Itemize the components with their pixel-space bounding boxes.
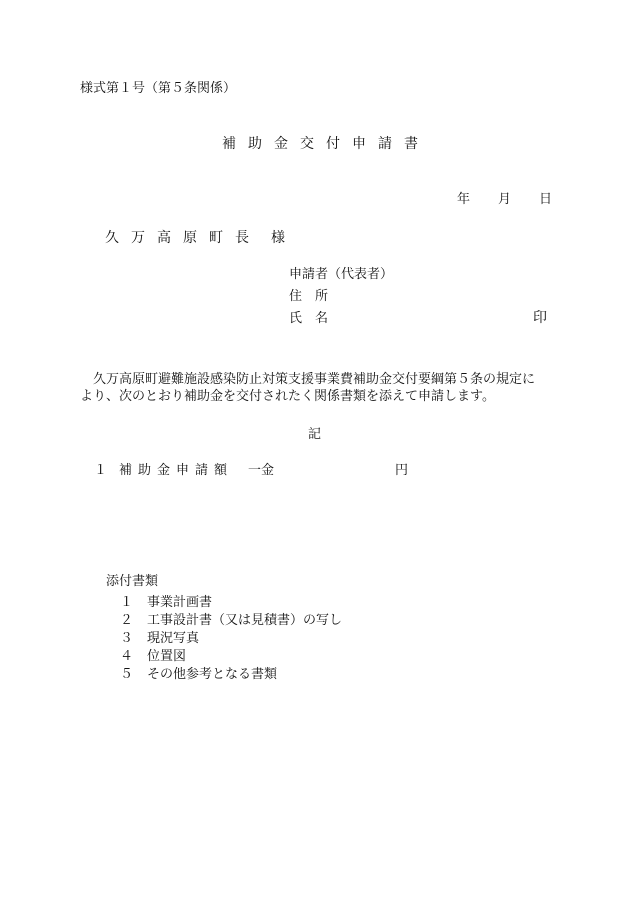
applicant-address-label: 住 所	[289, 289, 329, 304]
item-1-prefix: 一金	[248, 463, 275, 478]
attachment-number: ４	[120, 649, 134, 664]
body-line-2: より、次のとおり補助金を交付されたく関係書類を添えて申請します。	[80, 389, 495, 404]
item-1-label: 補助金申請額	[119, 463, 234, 478]
attachment-number: ３	[120, 631, 134, 646]
document-title: 補助金交付申請書	[222, 136, 430, 152]
attachment-number: ５	[120, 667, 134, 682]
addressee-name: 久万高原町長	[105, 230, 261, 246]
applicant-name-label: 氏 名	[289, 311, 329, 326]
date-year: 年	[457, 192, 471, 207]
ki-heading: 記	[308, 427, 322, 442]
seal-mark: 印	[533, 310, 547, 326]
attachment-text: 事業計画書	[147, 595, 213, 610]
date-day: 日	[539, 192, 553, 207]
form-number: 様式第１号（第５条関係）	[80, 81, 237, 96]
item-1-number: １	[94, 463, 108, 478]
item-1-unit: 円	[395, 463, 409, 478]
body-line-1: 久万高原町避難施設感染防止対策支援事業費補助金交付要綱第５条の規定に	[80, 372, 536, 387]
attachment-number: １	[120, 595, 134, 610]
attachment-text: 現況写真	[147, 631, 200, 646]
applicant-heading: 申請者（代表者）	[289, 267, 394, 282]
attachment-text: その他参考となる書類	[147, 667, 278, 682]
attachments-heading: 添付書類	[106, 574, 159, 589]
attachment-text: 工事設計書（又は見積書）の写し	[147, 613, 343, 628]
attachment-number: ２	[120, 613, 134, 628]
date-month: 月	[498, 192, 512, 207]
attachment-text: 位置図	[147, 649, 187, 664]
addressee-suffix: 様	[271, 230, 285, 246]
